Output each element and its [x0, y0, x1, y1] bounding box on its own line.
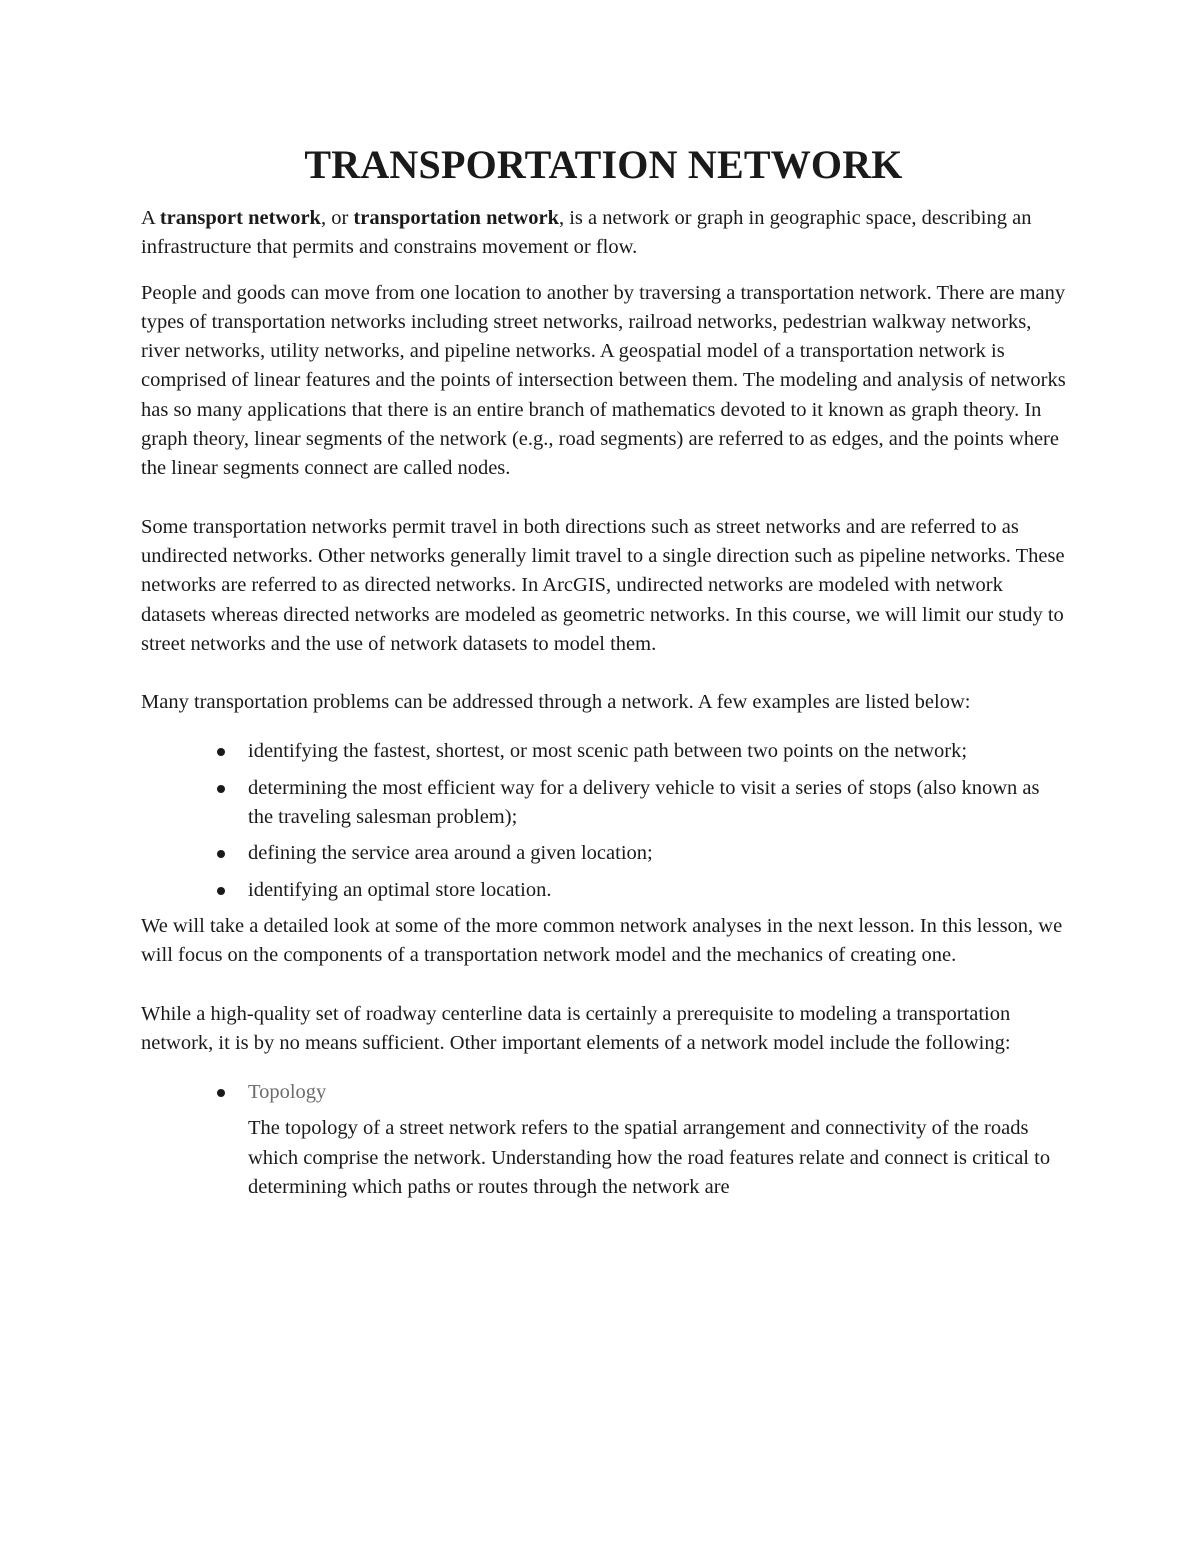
page-title: TRANSPORTATION NETWORK — [304, 142, 903, 187]
list-item-text: determining the most efficient way for a delivery vehicle to visit a series of stops (also known as the traveling salesman problem); — [248, 776, 1040, 829]
list-item-text: defining the service area around a given location; — [248, 842, 653, 865]
paragraph-examples-intro: Many transportation problems can be addressed through a network. A few examples are listed below: — [141, 691, 971, 714]
paragraph-next-lesson: We will take a detailed look at some of the more common network analyses in the next lesson. In this lesson, we will focus on the components of a transportation network model and the mechanics of creating one. — [141, 914, 1063, 967]
list-item — [248, 774, 1066, 833]
intro-separator: , or — [320, 207, 354, 229]
examples-list — [141, 737, 1066, 904]
list-item-text: identifying the fastest, shortest, or most scenic path between two points on the network; — [248, 740, 968, 763]
document-page — [141, 140, 1066, 1202]
paragraph-directed-networks: Some transportation networks permit travel in both directions such as street networks and are referred to as undirected networks. Other networks generally limit travel to a single direction such as pipeline networks. These networks are referred to as directed networks. In ArcGIS, undirected networks are modeled with network datasets whereas directed networks are modeled as geometric networks. In this course, we will limit our study to street networks and the use of network datasets to model them. — [141, 515, 1065, 655]
paragraph-graph-theory: People and goods can move from one location to another by traversing a transportation network. There are many types of transportation networks including street networks, railroad networks, pedestrian walkway networks, river networks, utility networks, and pipeline networks. A geospatial model of a transportation network is comprised of linear features and the points of intersection between them. The modeling and analysis of networks has so many applications that there is an entire branch of mathematics devoted to it known as graph theory. In graph theory, linear segments of the network (e.g., road segments) are referred to as edges, and the points where the linear segments connect are called nodes. — [141, 281, 1066, 480]
topology-body: The topology of a street network refers to the spatial arrangement and connectivity of the roads which comprise the network. Understanding how the road features relate and connect is critical to determining which paths or routes through the network are — [248, 1117, 1051, 1199]
topology-heading: Topology — [248, 1081, 327, 1104]
intro-lead: A — [141, 207, 160, 229]
intro-rest: , is a network or graph in geographic space, describing an infrastructure that permits and constrains movement or flow. — [141, 207, 1032, 259]
intro-paragraph — [141, 204, 1066, 263]
term-transport-network: transport network — [159, 207, 321, 229]
list-item — [248, 737, 1066, 766]
list-item-text: identifying an optimal store location. — [248, 878, 552, 901]
list-item — [248, 839, 1066, 868]
term-transportation-network: transportation network — [353, 207, 559, 229]
list-item-topology — [248, 1078, 1066, 1202]
list-item — [248, 876, 1066, 905]
elements-list — [141, 1078, 1066, 1202]
paragraph-model-elements: While a high-quality set of roadway centerline data is certainly a prerequisite to modeling a transportation network, it is by no means sufficient. Other important elements of a network model include the following: — [141, 1002, 1011, 1054]
